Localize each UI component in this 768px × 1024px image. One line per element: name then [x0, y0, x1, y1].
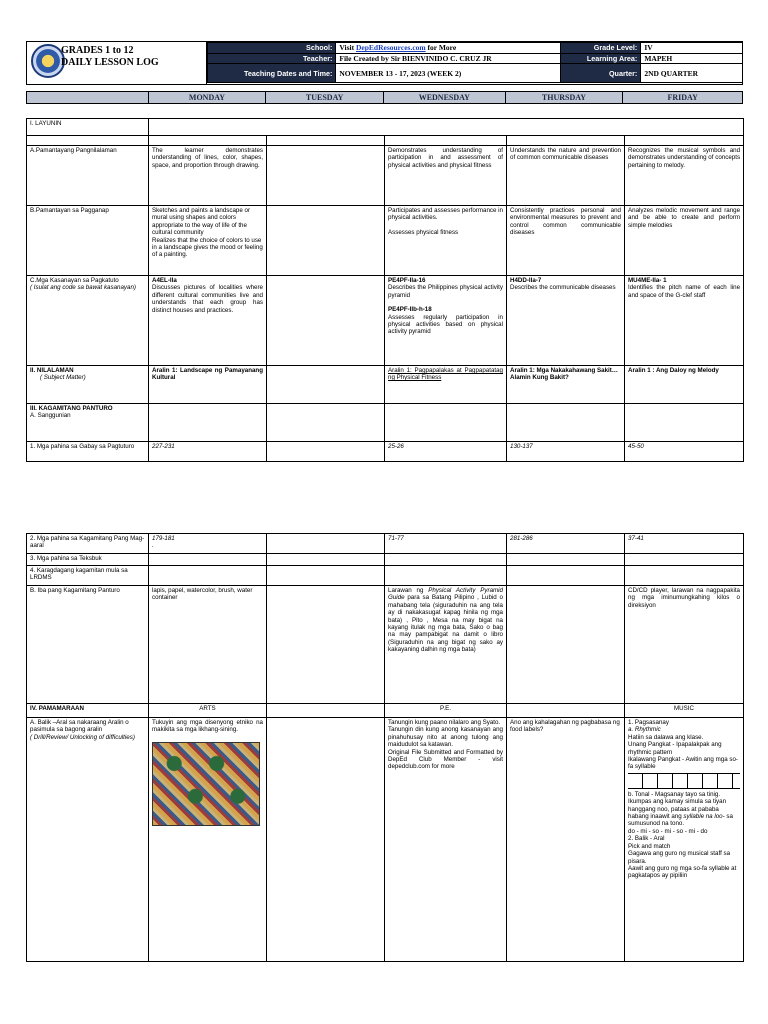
row-b-label: B.Pamantayan sa Pagganap	[27, 206, 149, 276]
rhythm-notation-icon	[628, 773, 740, 789]
day-wednesday: WEDNESDAY	[384, 92, 506, 103]
header-title	[61, 45, 159, 69]
nilalaman-thursday: Aralin 1: Mga Nakakahawang Sakit… Alamin Kung Bakit?	[507, 366, 625, 404]
row-c-friday: MU4ME-IIa- 1 Identifies the pitch name of each line and space of the G-clef staff	[625, 276, 744, 366]
row-b-thursday: Consistently practices personal and environmental measures to prevent and control common communicable diseases	[507, 206, 625, 276]
header-info-grid	[207, 42, 743, 84]
header-title-line2: DAILY LESSON LOG	[61, 57, 159, 68]
nilalaman-friday: Aralin 1 : Ang Daloy ng Melody	[625, 366, 744, 404]
teacher-label: Teacher:	[208, 53, 336, 64]
gabay-wednesday: 25-26	[385, 442, 507, 462]
row-b-wednesday: Participates and assesses performance in physical activities. Assesses physical fitness	[385, 206, 507, 276]
quarter-value: 2ND QUARTER	[641, 64, 743, 83]
row-b-tuesday	[267, 206, 385, 276]
nilalaman-label: II. NILALAMAN ( Subject Matter)	[27, 366, 149, 404]
spacer-cell	[27, 136, 149, 146]
code-health: H4DD-IIa-7	[510, 277, 542, 284]
row-c-tuesday	[267, 276, 385, 366]
header-title-line1: GRADES 1 to 12	[61, 45, 134, 56]
school-label: School:	[208, 43, 336, 54]
days-blank	[27, 92, 149, 103]
row-c-label: C.Mga Kasanayan sa Pagkatuto ( Isulat ang code sa bawat kasanayan)	[27, 276, 149, 366]
lesson-table-page2	[26, 533, 744, 962]
day-tuesday: TUESDAY	[266, 92, 384, 103]
nilalaman-tuesday	[267, 366, 385, 404]
rb-friday: CD/CD player, larawan na nagpapakita ng mga iminumungkahing kilos o direksiyon	[625, 586, 744, 704]
day-monday: MONDAY	[149, 92, 267, 103]
rb-label: B. Iba pang Kagamitang Panturo	[27, 586, 149, 704]
row-a-friday: Recognizes the musical symbols and demonstrates understanding of concepts pertaining to melody.	[625, 146, 744, 206]
row-a-thursday: Understands the nature and prevention of common communicable diseases	[507, 146, 625, 206]
r2-tuesday	[267, 534, 385, 554]
nilalaman-monday: Aralin 1: Landscape ng Pamayanang Kultural	[149, 366, 267, 404]
r3-label: 3. Mga pahina sa Teksbuk	[27, 554, 149, 566]
code-music: MU4ME-IIa- 1	[628, 277, 667, 284]
r4-label: 4. Karagdagang kagamitan mula sa LRDMS	[27, 566, 149, 586]
r2-wednesday: 71-77	[385, 534, 507, 554]
ra-thursday: Ano ang kahalagahan ng pagbabasa ng food labels?	[507, 718, 625, 962]
rb-tuesday	[267, 586, 385, 704]
layunin-cell	[149, 119, 744, 136]
gabay-friday: 45-50	[625, 442, 744, 462]
quarter-label: Quarter:	[561, 64, 641, 83]
ra-friday: 1. Pagsasanay a. Rhythmic Hatiin sa dalawa ang klase. Unang Pangkat - Ipapalakpak ang rhythmic pattern Ikalawang Pangkat - Awitin ang mga so-fa syllable b. Tonal - Magsanay tayo sa tinig. Ikumpas ang kamay simula sa tiyan hanggang noo, pataas at pababa habang inaawit ang syllable na loo- sa sumusunod na tono. do - mi - so - mi - so - mi - do 2. Balik - Aral Pick and match Gagawa ang guro ng musical staff sa pisara. Aawit ang guro ng mga so-fa syllable at pagkatapos ay pipiliin	[625, 718, 744, 962]
rb-wednesday: Larawan ng Physical Activity Pyramid Guide para sa Batang Pilipino , Lubid o mahabang tela (siguraduhin na ang tela ay di nakakasugat kapag hinila ng mga bata) , Pito , Mesa na may bigat na kayang itulak ng mga bata, Sako o bag na may pampabigat na damit o libro (Siguraduhin na ang bigat ng sako ay kakayaning dalhin ng mga bata)	[385, 586, 507, 704]
grade-value: IV	[641, 43, 743, 54]
r2-monday: 179-181 .	[149, 534, 267, 554]
pamamaraan-label: IV. PAMAMARAAN	[27, 704, 149, 718]
gabay-thursday: 130-137	[507, 442, 625, 462]
gabay-label: 1. Mga pahina sa Gabay sa Pagtuturo	[27, 442, 149, 462]
pamamaraan-arts: ARTS	[149, 704, 267, 718]
row-a-wednesday: Demonstrates understanding of participation in and assessment of physical activities and physical fitness	[385, 146, 507, 206]
day-thursday: THURSDAY	[506, 92, 624, 103]
r2-friday: 37-41	[625, 534, 744, 554]
days-header	[26, 91, 743, 104]
deped-seal-icon	[31, 44, 65, 78]
header-title-block	[27, 42, 207, 84]
r2-label: 2. Mga pahina sa Kagamitang Pang Mag-aaral	[27, 534, 149, 554]
teacher-value: File Created by Sir BIENVINIDO C. CRUZ JR	[336, 53, 561, 64]
lesson-log-header	[26, 41, 743, 85]
day-friday: FRIDAY	[667, 93, 698, 102]
row-b-friday: Analyzes melodic movement and range and be able to create and perform simple melodies	[625, 206, 744, 276]
ra-monday: Tukuyin ang mga disenyong etniko na makikita sa mga likhang-sining.	[149, 718, 267, 962]
row-c-wednesday: PE4PF-IIa-16 Describes the Philippines physical activity pyramid PE4PF-IIb-h-18 Assesses regularly participation in physical activities based on physical activity pyramid	[385, 276, 507, 366]
ethnic-design-image	[152, 742, 260, 826]
ra-label: A. Balik –Aral sa nakaraang Aralin o pasimula sa bagong aralin ( Drill/Review/ Unlocking of difficulties)	[27, 718, 149, 962]
ra-tuesday	[267, 718, 385, 962]
school-value: Visit DepEdResources.com for More	[336, 43, 561, 54]
code-arts: A4EL-IIa	[152, 277, 177, 284]
ra-wednesday: Tanungin kung paano nilalaro ang Syato. Tanungin din kung anong kasanayan ang pinahuhusay nito at anong tulong ang maidudulot sa katawan. Original File Submitted and Formatted by DepEd Club Member - visit depedclub.com for more	[385, 718, 507, 962]
code-pe-1: PE4PF-IIa-16	[388, 277, 426, 284]
row-a-tuesday	[267, 146, 385, 206]
row-a-monday: The learner demonstrates understanding of lines, color, shapes, space, and proportion through drawing.	[149, 146, 267, 206]
code-pe-2: PE4PF-IIb-h-18	[388, 306, 432, 314]
rb-thursday	[507, 586, 625, 704]
layunin-heading: I. LAYUNIN	[27, 119, 149, 136]
row-c-monday: A4EL-IIa Discusses pictures of localities where different cultural communities live and understands that each group has distinct houses and practices.	[149, 276, 267, 366]
row-c-thursday: H4DD-IIa-7 Describes the communicable diseases	[507, 276, 625, 366]
row-b-monday: Sketches and paints a landscape or mural using shapes and colors appropriate to the way of life of the cultural community Realizes that the choice of colors to use in a landscape gives the mood or feeling of a painting.	[149, 206, 267, 276]
dates-label: Teaching Dates and Time:	[208, 64, 336, 83]
area-value: MAPEH	[641, 53, 743, 64]
pamamaraan-pe: P.E.	[385, 704, 507, 718]
r2-thursday: 281-286	[507, 534, 625, 554]
school-link[interactable]: DepEdResources.com	[356, 43, 426, 53]
pamamaraan-music: MUSIC	[625, 704, 744, 718]
gabay-monday: 227-231	[149, 442, 267, 462]
gabay-tuesday	[267, 442, 385, 462]
nilalaman-wednesday: Aralin 1: Pagpapalakas at Pagpapatatag ng Physical Fitness	[385, 366, 507, 404]
area-label: Learning Area:	[561, 53, 641, 64]
row-a-label: A.Pamantayang Pangnilalaman	[27, 146, 149, 206]
grade-label: Grade Level:	[561, 43, 641, 54]
rb-monday: lapis, papel, watercolor, brush, water container	[149, 586, 267, 704]
dates-value: NOVEMBER 13 - 17, 2023 (WEEK 2)	[336, 64, 561, 83]
kagamitan-label: III. KAGAMITANG PANTURO A. Sanggunian	[27, 404, 149, 442]
lesson-table-page1	[26, 118, 744, 462]
